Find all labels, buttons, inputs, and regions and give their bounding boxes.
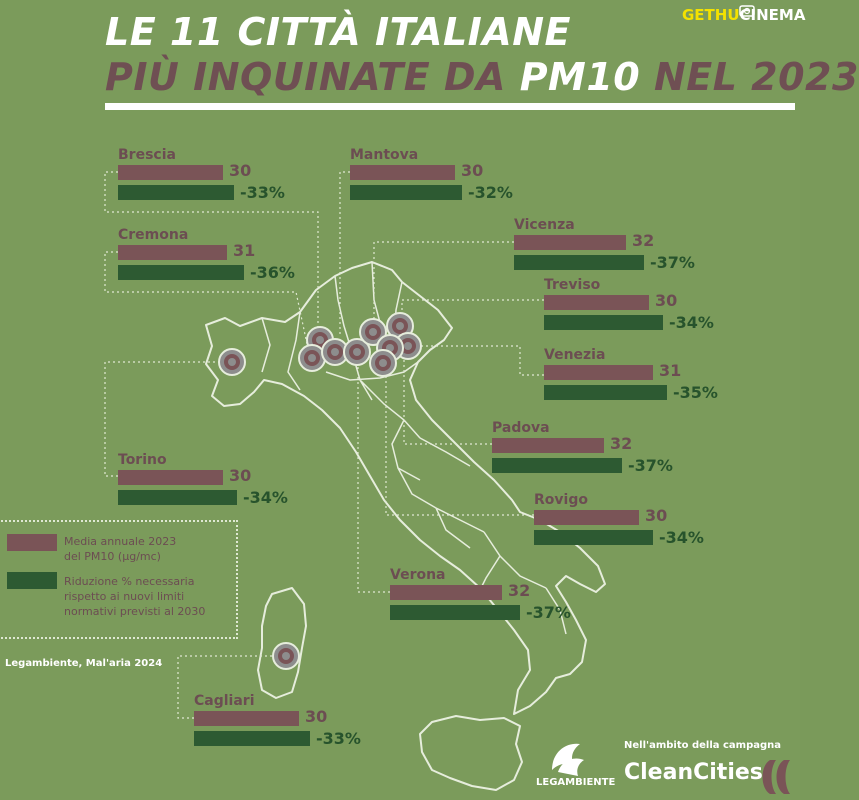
city-label-mantova: Mantova — [350, 147, 419, 163]
value-pm10-treviso: 30 — [655, 291, 678, 310]
city-label-vicenza: Vicenza — [514, 217, 575, 233]
title-line-1: LE 11 CITTÀ ITALIANE — [105, 10, 571, 54]
title-line-2-c: NEL 2023 — [640, 55, 859, 99]
bar-pm10-cagliari — [194, 711, 299, 726]
bar-reduction-rovigo — [534, 530, 653, 545]
value-pm10-brescia: 30 — [229, 161, 252, 180]
bar-reduction-torino — [118, 490, 237, 505]
title-line-2-a: PIÙ INQUINATE DA — [105, 55, 520, 99]
campaign-caption: Nell'ambito della campagna — [624, 740, 782, 751]
value-pm10-torino: 30 — [229, 466, 252, 485]
value-pm10-cremona: 31 — [233, 241, 256, 260]
legend-label-reduction: Riduzione % necessaria rispetto ai nuovi limiti normativi previsti al 2030 — [64, 575, 206, 618]
bar-pm10-rovigo — [534, 510, 639, 525]
city-label-cremona: Cremona — [118, 227, 189, 243]
legambiente-logo-icon — [552, 744, 584, 776]
title-underline — [105, 103, 795, 110]
value-reduction-cagliari: -33% — [316, 729, 361, 748]
cleancities-wordmark: CleanCities — [624, 760, 763, 785]
value-reduction-vicenza: -37% — [650, 253, 695, 272]
value-reduction-brescia: -33% — [240, 183, 285, 202]
value-reduction-cremona: -36% — [250, 263, 295, 282]
legend-swatch-reduction — [7, 572, 57, 589]
value-pm10-cagliari: 30 — [305, 707, 328, 726]
value-reduction-padova: -37% — [628, 456, 673, 475]
city-label-treviso: Treviso — [544, 277, 601, 293]
city-label-rovigo: Rovigo — [534, 492, 588, 508]
city-label-cagliari: Cagliari — [194, 693, 255, 709]
legend-label-pm10: Media annuale 2023 del PM10 (µg/mc) — [64, 535, 177, 563]
bar-pm10-brescia — [118, 165, 223, 180]
watermark-text-a: GETHU — [682, 6, 740, 24]
cleancities-logo-icon — [763, 760, 791, 794]
marker-cagliari — [273, 643, 299, 669]
value-reduction-mantova: -32% — [468, 183, 513, 202]
value-reduction-torino: -34% — [243, 488, 288, 507]
bar-reduction-padova — [492, 458, 622, 473]
city-label-verona: Verona — [390, 567, 446, 583]
bar-reduction-cremona — [118, 265, 244, 280]
value-reduction-rovigo: -34% — [659, 528, 704, 547]
title-line-2-highlight: PM10 — [519, 55, 641, 99]
bar-pm10-vicenza — [514, 235, 626, 250]
bar-reduction-venezia — [544, 385, 667, 400]
city-label-torino: Torino — [118, 452, 167, 468]
value-reduction-verona: -37% — [526, 603, 571, 622]
bar-pm10-mantova — [350, 165, 455, 180]
bar-reduction-verona — [390, 605, 520, 620]
bar-pm10-torino — [118, 470, 223, 485]
bar-reduction-mantova — [350, 185, 462, 200]
city-label-brescia: Brescia — [118, 147, 176, 163]
value-pm10-rovigo: 30 — [645, 506, 668, 525]
value-pm10-verona: 32 — [508, 581, 531, 600]
legambiente-wordmark: LEGAMBIENTE — [536, 777, 616, 788]
value-reduction-venezia: -35% — [673, 383, 718, 402]
watermark — [682, 6, 805, 24]
source-note: Legambiente, Mal'aria 2024 — [5, 658, 163, 669]
legend-swatch-pm10 — [7, 534, 57, 551]
title-line-2 — [105, 55, 859, 99]
value-pm10-padova: 32 — [610, 434, 633, 453]
bar-reduction-treviso — [544, 315, 663, 330]
bar-reduction-cagliari — [194, 731, 310, 746]
bar-reduction-brescia — [118, 185, 234, 200]
city-label-padova: Padova — [492, 420, 550, 436]
value-pm10-venezia: 31 — [659, 361, 682, 380]
bar-reduction-vicenza — [514, 255, 644, 270]
marker-rovigo — [370, 350, 396, 376]
value-pm10-mantova: 30 — [461, 161, 484, 180]
bar-pm10-treviso — [544, 295, 649, 310]
legend — [0, 520, 238, 639]
city-label-venezia: Venezia — [544, 347, 606, 363]
marker-torino — [219, 349, 245, 375]
watermark-text-b: CINEMA — [739, 6, 806, 24]
bar-pm10-venezia — [544, 365, 653, 380]
bar-pm10-cremona — [118, 245, 227, 260]
sicily-outline — [420, 716, 522, 790]
value-pm10-vicenza: 32 — [632, 231, 655, 250]
bar-pm10-padova — [492, 438, 604, 453]
marker-cremona — [299, 345, 325, 371]
bar-pm10-verona — [390, 585, 502, 600]
value-reduction-treviso: -34% — [669, 313, 714, 332]
